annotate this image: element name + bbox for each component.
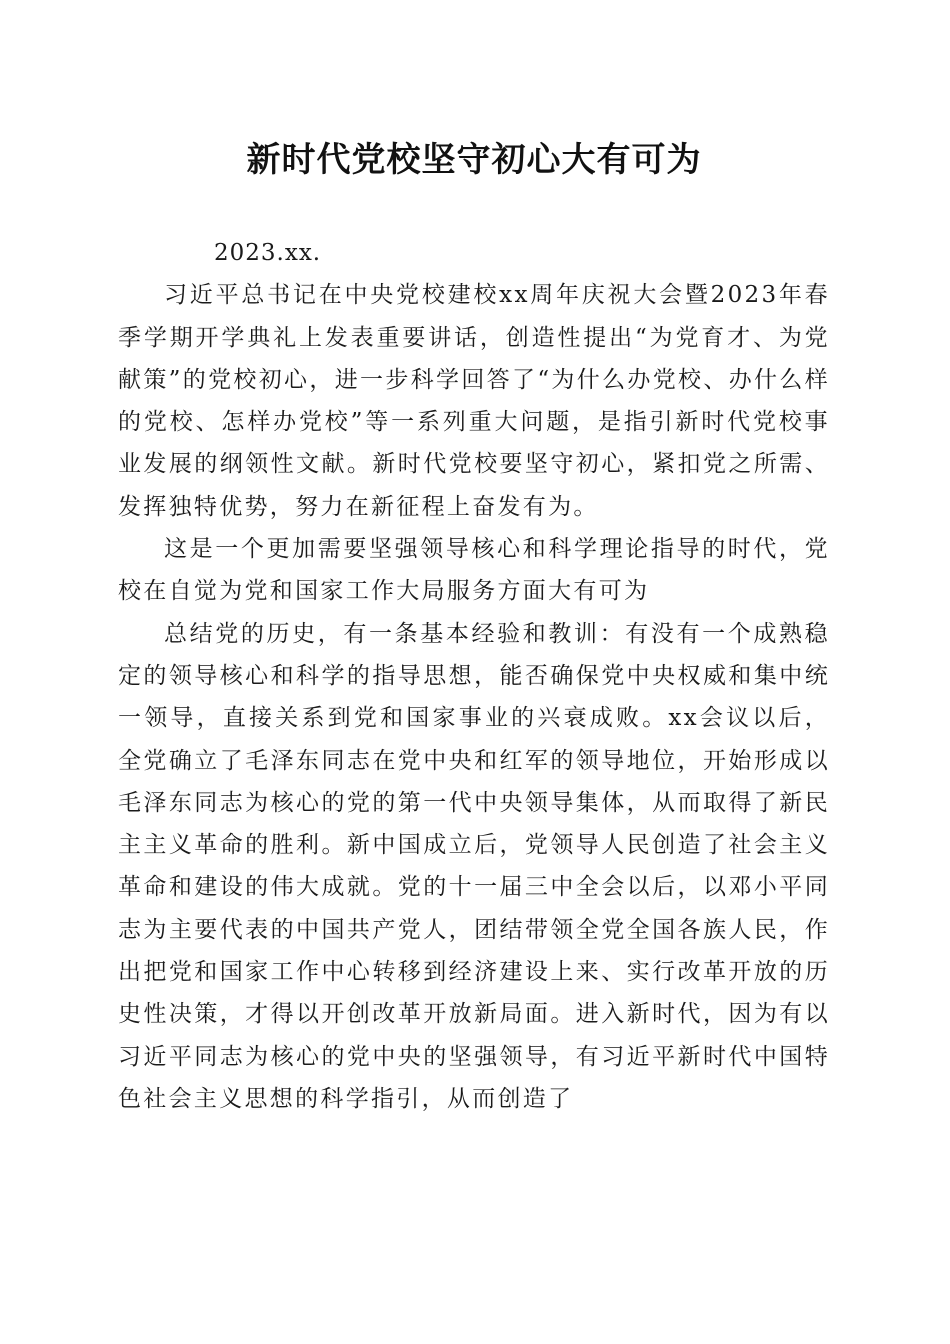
document-body (118, 232, 830, 1120)
document-title: 新时代党校坚守初心大有可为 (246, 140, 702, 180)
paragraph-history: 总结党的历史，有一条基本经验和教训：有没有一个成熟稳定的领导核心和科学的指导思想，能否确保党中央权威和集中统一领导，直接关系到党和国家事业的兴衰成败。xx会议以后，全党确立了毛泽东同志在党中央和红军的领导地位，开始形成以毛泽东同志为核心的党的第一代中央领导集体，从而取得了新民主主义革命的胜利。新中国成立后，党领导人民创造了社会主义革命和建设的伟大成就。党的十一届三中全会以后，以邓小平同志为主要代表的中国共产党人，团结带领全党全国各族人民，作出把党和国家工作中心转移到经济建设上来、实行改革开放的历史性决策，才得以开创改革开放新局面。进入新时代，因为有以习近平同志为核心的党中央的坚强领导，有习近平新时代中国特色社会主义思想的科学指引，从而创造了 (118, 620, 830, 1112)
paragraph-intro: 习近平总书记在中央党校建校xx周年庆祝大会暨2023年春季学期开学典礼上发表重要讲话，创造性提出“为党育才、为党献策”的党校初心，进一步科学回答了“为什么办党校、办什么样的党校、怎样办党校”等一系列重大问题，是指引新时代党校事业发展的纲领性文献。新时代党校要坚守初心，紧扣党之所需、发挥独特优势，努力在新征程上奋发有为。 (118, 282, 830, 520)
paragraph-section-heading: 这是一个更加需要坚强领导核心和科学理论指导的时代，党校在自觉为党和国家工作大局服务方面大有可为 (118, 536, 830, 605)
document-date: 2023.xx. (214, 240, 322, 266)
